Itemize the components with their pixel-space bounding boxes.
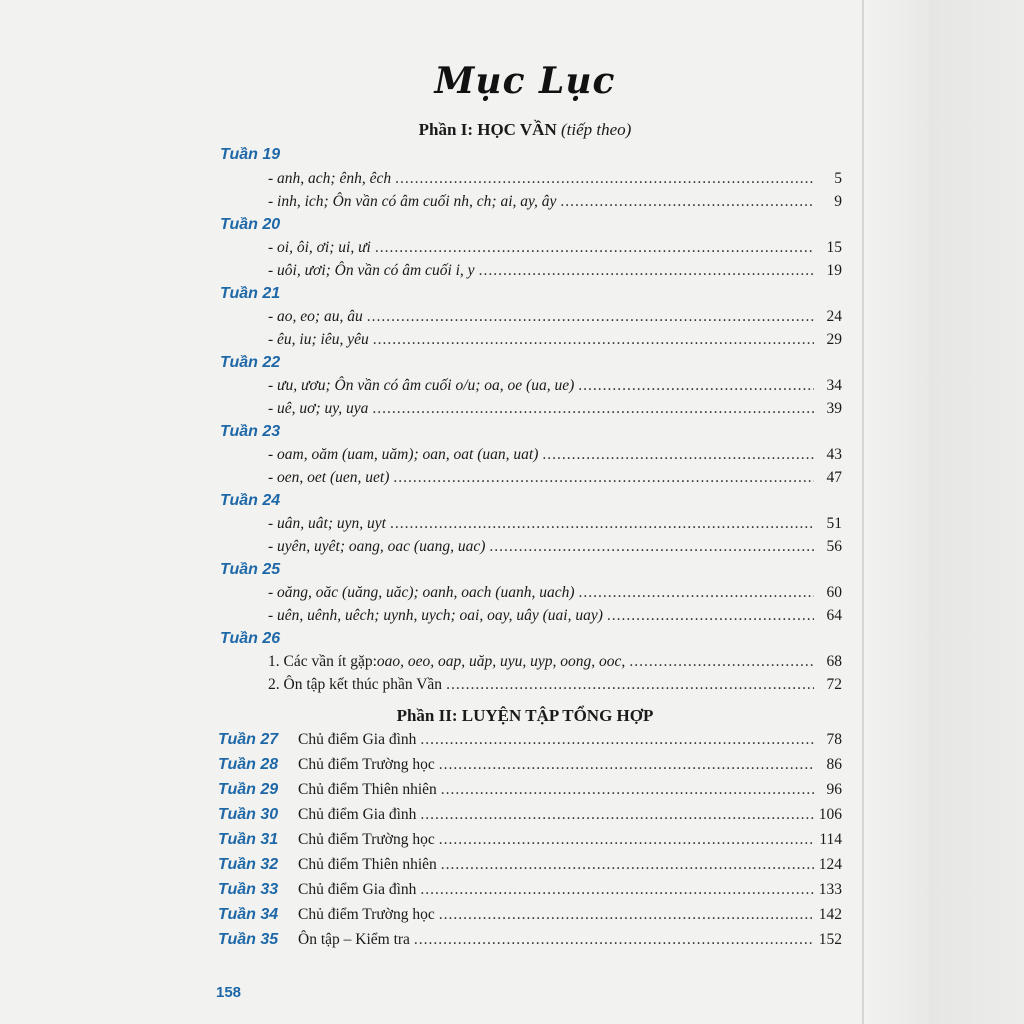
toc-entry[interactable] — [268, 676, 842, 696]
toc-row[interactable] — [218, 906, 842, 928]
entry-text: - uê, uơ; uy, uya — [268, 400, 369, 417]
entry-page: 152 — [818, 931, 842, 948]
entry-page: 124 — [818, 856, 842, 873]
dot-leader — [446, 676, 814, 694]
entry-text: - uên, uênh, uêch; uynh, uych; oai, oay, uây (uai, uay) — [268, 607, 603, 624]
toc-entry[interactable] — [268, 239, 842, 259]
toc-entry[interactable] — [298, 756, 842, 776]
entry-text: - oen, oet (uen, uet) — [268, 469, 390, 486]
entry-page: 96 — [826, 781, 842, 798]
dot-leader — [372, 400, 814, 418]
entry-text: Chủ điểm Thiên nhiên — [298, 781, 437, 798]
week-label: Tuần 31 — [218, 831, 279, 848]
entry-page: 133 — [818, 881, 842, 898]
entry-page: 68 — [826, 653, 842, 670]
entry-page: 29 — [826, 331, 842, 348]
entry-page: 51 — [826, 515, 842, 532]
entry-text: Chủ điểm Gia đình — [298, 881, 417, 898]
toc-entry[interactable] — [298, 906, 842, 926]
toc-entry[interactable] — [298, 856, 842, 876]
week-heading: Tuần 20 — [220, 216, 281, 233]
week-label: Tuần 28 — [218, 756, 279, 773]
dot-leader — [395, 170, 814, 188]
entry-text: Chủ điểm Thiên nhiên — [298, 856, 437, 873]
entry-text: - uyên, uyêt; oang, oac (uang, uac) — [268, 538, 486, 555]
entry-prefix: 2. Ôn tập kết thúc phần Vần — [268, 676, 443, 693]
entry-page: 78 — [826, 731, 842, 748]
part1-label: Phần I: HỌC VẦN — [418, 120, 557, 139]
week-heading: Tuần 22 — [220, 354, 281, 371]
dot-leader — [578, 377, 814, 395]
dot-leader — [420, 881, 814, 899]
toc-entry[interactable] — [268, 653, 842, 673]
dot-leader — [560, 193, 814, 211]
entry-text: - êu, iu; iêu, yêu — [268, 331, 369, 348]
toc-entry[interactable] — [268, 515, 842, 535]
entry-page: 56 — [826, 538, 842, 555]
dot-leader — [375, 239, 814, 257]
week-heading: Tuần 19 — [220, 146, 281, 163]
entry-page: 106 — [818, 806, 842, 823]
toc-entry[interactable] — [298, 931, 842, 951]
toc-entry[interactable] — [268, 446, 842, 466]
week-heading: Tuần 26 — [220, 630, 281, 647]
toc-entry[interactable] — [268, 584, 842, 604]
entry-text: - uôi, ươi; Ôn vần có âm cuối i, y — [268, 262, 475, 279]
dot-leader — [414, 931, 814, 949]
week-heading: Tuần 21 — [220, 285, 281, 302]
dot-leader — [441, 856, 814, 874]
dot-leader — [607, 607, 814, 625]
dot-leader — [367, 308, 814, 326]
entry-text: - oam, oăm (uam, uăm); oan, oat (uan, uat) — [268, 446, 539, 463]
toc-entry[interactable] — [268, 377, 842, 397]
entry-page: 5 — [834, 170, 842, 187]
week-label: Tuần 33 — [218, 881, 279, 898]
entry-page: 24 — [826, 308, 842, 325]
dot-leader — [439, 906, 814, 924]
entry-page: 114 — [819, 831, 842, 848]
entry-text: - anh, ach; ênh, êch — [268, 170, 392, 187]
dot-leader — [420, 806, 814, 824]
page-number: 158 — [216, 984, 242, 1001]
toc-row[interactable] — [218, 881, 842, 903]
toc-entry[interactable] — [298, 831, 842, 851]
entry-page: 72 — [826, 676, 842, 693]
entry-text: - oăng, oăc (uăng, uăc); oanh, oach (uanh, uach) — [268, 584, 575, 601]
entry-page: 60 — [826, 584, 842, 601]
toc-row[interactable] — [218, 731, 842, 753]
week-label: Tuần 32 — [218, 856, 279, 873]
toc-entry[interactable] — [268, 538, 842, 558]
dot-leader — [439, 756, 814, 774]
toc-row[interactable] — [218, 931, 842, 953]
week-label: Tuần 35 — [218, 931, 279, 948]
toc-entry[interactable] — [268, 469, 842, 489]
entry-page: 47 — [826, 469, 842, 486]
entry-prefix: 1. Các vần ít gặp: — [268, 653, 377, 670]
week-label: Tuần 34 — [218, 906, 279, 923]
week-label: Tuần 29 — [218, 781, 279, 798]
dot-leader — [542, 446, 814, 464]
toc-entry[interactable] — [298, 806, 842, 826]
entry-page: 142 — [818, 906, 842, 923]
week-heading: Tuần 23 — [220, 423, 281, 440]
week-heading: Tuần 25 — [220, 561, 281, 578]
entry-text: Chủ điểm Trường học — [298, 756, 435, 773]
toc-entry[interactable] — [268, 400, 842, 420]
toc-row[interactable] — [218, 781, 842, 803]
toc-row[interactable] — [218, 831, 842, 853]
entry-text: - ưu, ươu; Ôn vần có âm cuối o/u; oa, oe (ua, ue) — [268, 377, 575, 394]
toc-entry[interactable] — [268, 193, 842, 213]
part2-heading: Phần II: LUYỆN TẬP TỔNG HỢP — [396, 706, 654, 725]
week-heading: Tuần 24 — [220, 492, 281, 509]
toc-row[interactable] — [218, 756, 842, 778]
part1-sub: (tiếp theo) — [560, 120, 632, 139]
entry-page: 15 — [826, 239, 842, 256]
entry-page: 19 — [826, 262, 842, 279]
week-label: Tuần 30 — [218, 806, 279, 823]
entry-text: oao, oeo, oap, uăp, uyu, uyp, oong, ooc, — [376, 653, 626, 670]
dot-leader — [373, 331, 814, 349]
toc-entry[interactable] — [268, 170, 842, 190]
entry-page: 86 — [826, 756, 842, 773]
entry-page: 39 — [826, 400, 842, 417]
toc-entry[interactable] — [268, 308, 842, 328]
dot-leader — [579, 584, 815, 602]
dot-leader — [420, 731, 814, 749]
dot-leader — [441, 781, 814, 799]
entry-text: Ôn tập – Kiểm tra — [298, 931, 410, 948]
entry-text: - inh, ich; Ôn vần có âm cuối nh, ch; ai, ay, ây — [268, 193, 557, 210]
entry-text: Chủ điểm Trường học — [298, 831, 435, 848]
entry-text: - oi, ôi, ơi; ui, ưi — [268, 239, 371, 256]
entry-text: Chủ điểm Trường học — [298, 906, 435, 923]
entry-text: - uân, uât; uyn, uyt — [268, 515, 386, 532]
entry-page: 64 — [826, 607, 842, 624]
dot-leader — [390, 515, 814, 533]
dot-leader — [489, 538, 814, 556]
page-edge-shadow — [864, 0, 1024, 1024]
dot-leader — [479, 262, 814, 280]
toc-entry[interactable] — [268, 262, 842, 282]
toc-row[interactable] — [218, 806, 842, 828]
toc-entry[interactable] — [298, 731, 842, 751]
entry-page: 43 — [826, 446, 842, 463]
toc-entry[interactable] — [298, 881, 842, 901]
toc-entry[interactable] — [268, 331, 842, 351]
entry-text: Chủ điểm Gia đình — [298, 806, 417, 823]
dot-leader — [393, 469, 814, 487]
toc-entry[interactable] — [268, 607, 842, 627]
page-title: Mục Lục — [434, 60, 616, 102]
entry-page: 34 — [826, 377, 842, 394]
part1-heading — [0, 120, 1024, 140]
toc-row[interactable] — [218, 856, 842, 878]
toc-entry[interactable] — [298, 781, 842, 801]
week-label: Tuần 27 — [218, 731, 279, 748]
entry-text: - ao, eo; au, âu — [268, 308, 363, 325]
page-edge-line — [862, 0, 864, 1024]
entry-text: Chủ điểm Gia đình — [298, 731, 417, 748]
dot-leader — [439, 831, 814, 849]
dot-leader — [629, 653, 814, 671]
entry-page: 9 — [834, 193, 842, 210]
